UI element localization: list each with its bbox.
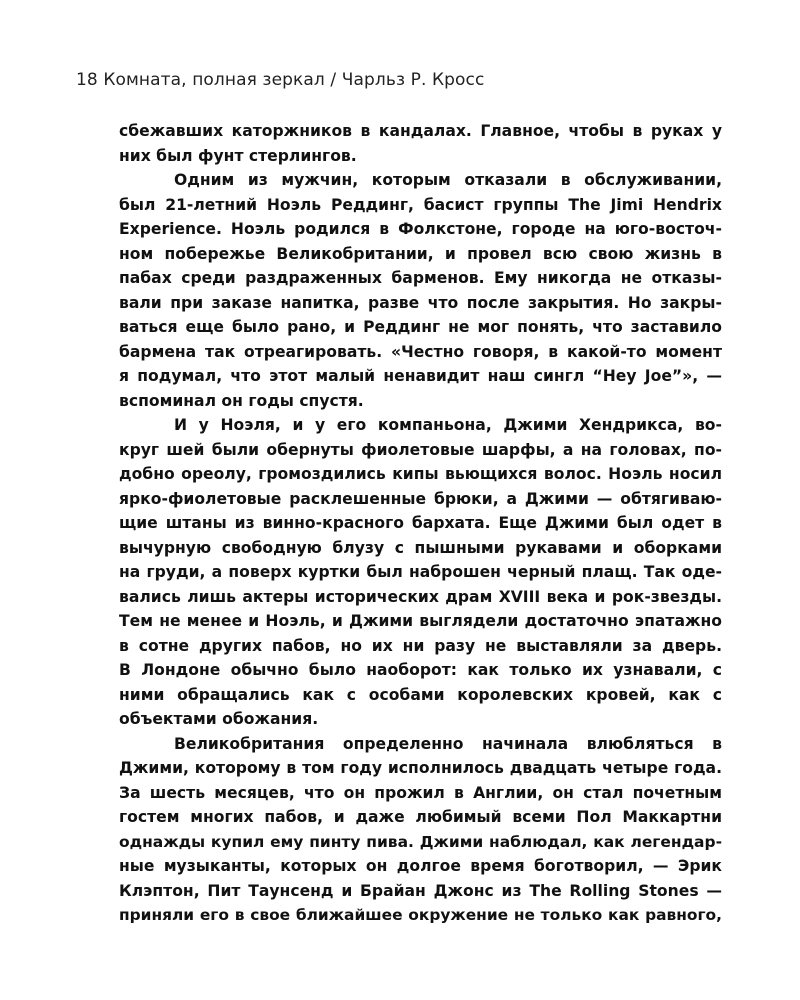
text-line: Великобритания определенно начинала влюбляться в <box>174 734 722 753</box>
text-line: вались лишь актеры исторических драм XVIII века и рок-звезды. <box>119 587 722 606</box>
text-line: приняли его в свое ближайшее окружение не только как равного, <box>119 906 722 924</box>
text-line: сбежавших каторжников в кандалах. Главное, чтобы в руках у <box>119 122 722 140</box>
text-line: вспоминал он годы спустя. <box>119 391 364 410</box>
running-head: 18 Комната, полная зеркал / Чарльз Р. Кросс <box>76 70 485 90</box>
text-line: вычурную свободную блузу с пышными рукавами и оборками <box>119 538 722 557</box>
text-line: них был фунт стерлингов. <box>119 146 357 165</box>
text-line: За шесть месяцев, что он прожил в Англии, он стал почетным <box>119 783 722 802</box>
text-line: Experience. Ноэль родился в Фолкстоне, городе на юго-восточ- <box>119 220 722 238</box>
text-line: ярко-фиолетовые расклешенные брюки, а Джими — обтягиваю- <box>119 489 722 508</box>
text-line: однажды купил ему пинту пива. Джими наблюдал, как легендар- <box>119 832 722 851</box>
text-line: бармена так отреагировать. «Честно говоря, в какой-то момент <box>119 342 722 361</box>
text-line: Одним из мужчин, которым отказали в обслуживании, <box>174 171 722 189</box>
text-line: вали при заказе напитка, разве что после закрытия. Но закры- <box>119 293 722 312</box>
text-line: был 21-летний Ноэль Реддинг, басист группы The Jimi Hendrix <box>119 195 722 214</box>
text-line: И у Ноэля, и у его компаньона, Джими Хендрикса, во- <box>174 416 722 434</box>
text-line: Клэптон, Пит Таунсенд и Брайан Джонс из The Rolling Stones — <box>119 881 722 900</box>
text-line: ные музыканты, которых он долгое время боготворил, — Эрик <box>119 857 722 875</box>
body-text <box>119 119 722 928</box>
text-line: круг шей были обернуты фиолетовые шарфы, а на головах, по- <box>119 440 722 459</box>
text-line: пабах среди раздраженных барменов. Ему никогда не отказы- <box>119 269 722 287</box>
text-line: щие штаны из винно-красного бархата. Еще Джими был одет в <box>119 514 722 532</box>
text-line: в сотне других пабов, но их ни разу не выставляли за дверь. <box>119 636 722 655</box>
text-line: ними обращались как с особами королевских кровей, как с <box>119 685 722 704</box>
text-line: добно ореолу, громоздились кипы вьющихся волос. Ноэль носил <box>119 465 722 483</box>
text-line: ном побережье Великобритании, и провел всю свою жизнь в <box>119 244 722 263</box>
text-line: Джими, которому в том году исполнилось двадцать четыре года. <box>119 759 722 777</box>
text-line: В Лондоне обычно было наоборот: как только их узнавали, с <box>119 661 722 679</box>
text-line: ваться еще было рано, и Реддинг не мог понять, что заставило <box>119 318 722 336</box>
text-line: я подумал, что этот малый ненавидит наш сингл “Hey Joe”», — <box>119 367 722 385</box>
text-line: Тем не менее и Ноэль, и Джими выглядели достаточно эпатажно <box>119 612 722 630</box>
text-line: объектами обожания. <box>119 710 319 728</box>
text-line: гостем многих пабов, и даже любимый всеми Пол Маккартни <box>119 808 722 826</box>
text-line: на груди, а поверх куртки был наброшен черный плащ. Так оде- <box>119 563 722 581</box>
